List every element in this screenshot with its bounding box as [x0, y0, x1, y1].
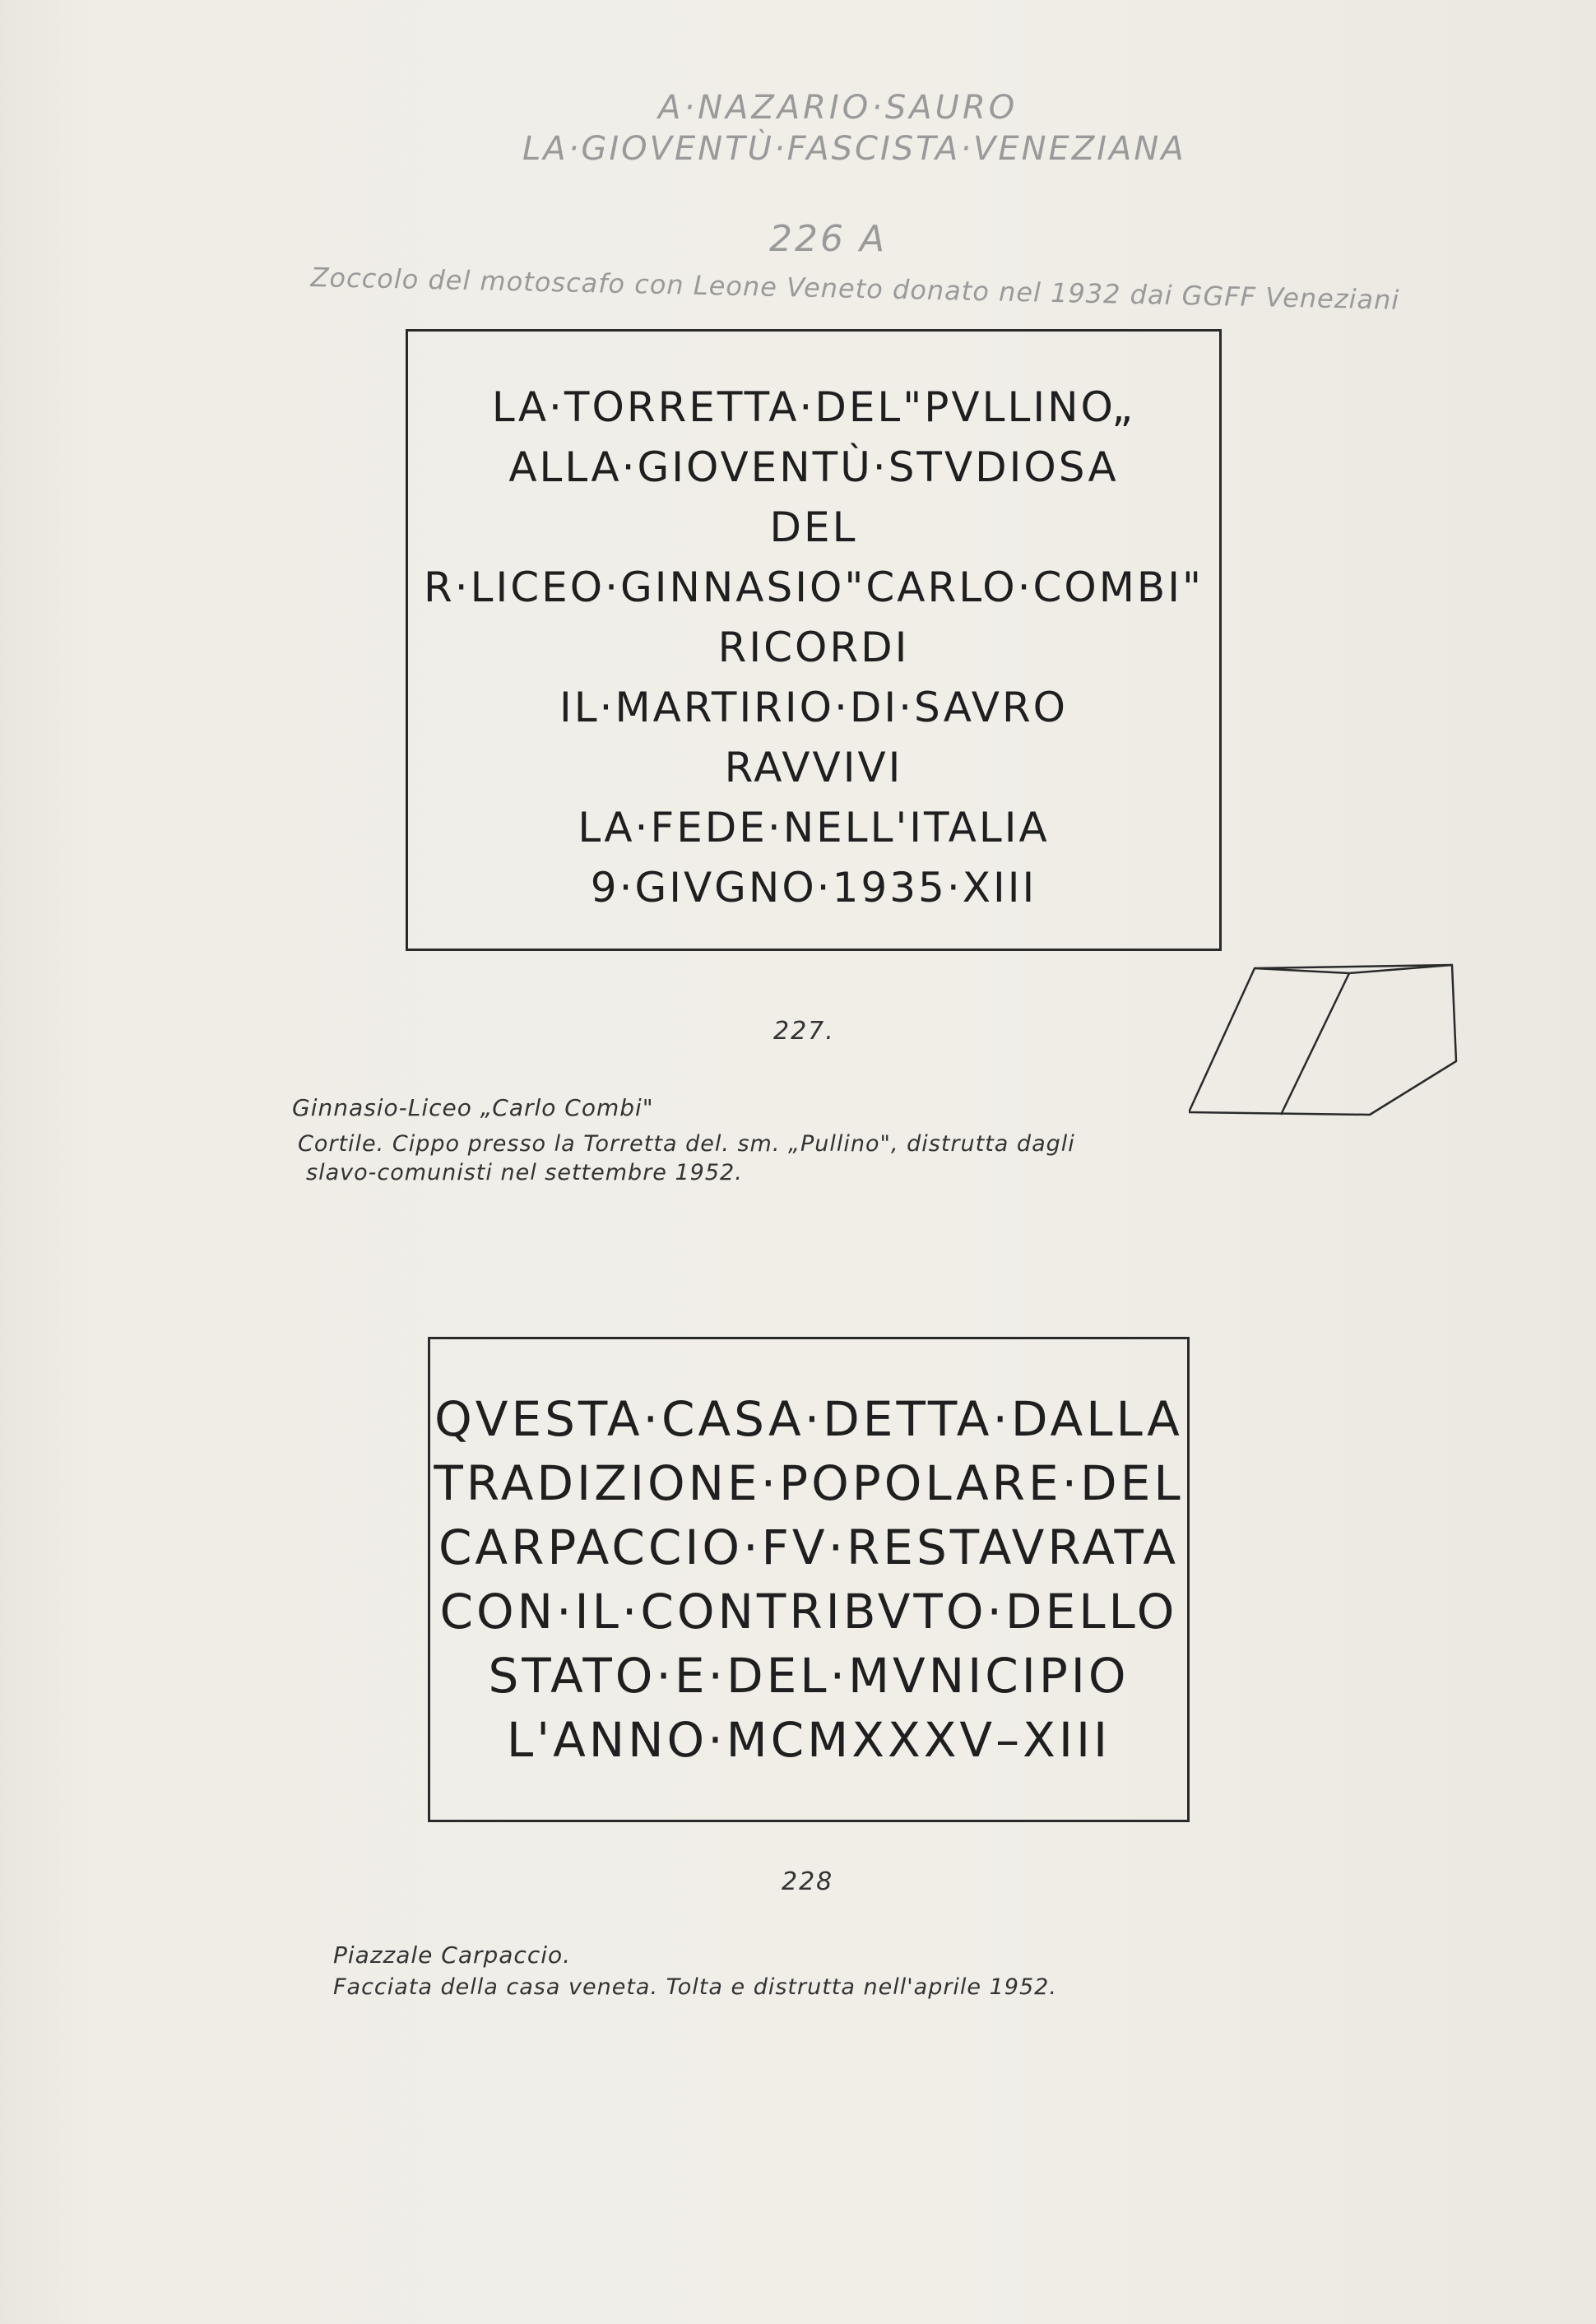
figure-number-227: 227. [773, 1017, 835, 1046]
inscription-line: RICORDI [717, 623, 910, 671]
inscription-line: DEL [769, 503, 858, 551]
pencil-header-line-2: LA·GIOVENTÙ·FASCISTA·VENEZIANA [522, 130, 1186, 168]
inscription-line: R·LICEO·GINNASIO"CARLO·COMBI" [424, 563, 1204, 611]
caption-228-line-1: Piazzale Carpaccio. [333, 1941, 572, 1969]
caption-227-line-3: slavo-comunisti nel settembre 1952. [306, 1160, 743, 1185]
caption-227-line-2: Cortile. Cippo presso la Torretta del. sm. „Pullino", distrutta dagli [298, 1131, 1075, 1157]
inscription-line: 9·GIVGNO·1935·XIII [590, 863, 1037, 912]
caption-228-line-2: Facciata della casa veneta. Tolta e distrutta nell'aprile 1952. [333, 1974, 1057, 2000]
inscription-line: ALLA·GIOVENTÙ·STVDIOSA [508, 443, 1119, 491]
inscription-line: TRADIZIONE·POPOLARE·DEL [434, 1455, 1184, 1511]
inscription-line: LA·TORRETTA·DEL"PVLLINO„ [491, 383, 1136, 431]
inscription-line: RAVVIVI [724, 743, 903, 791]
plaque-227-inscription [406, 329, 1222, 951]
inscription-line: L'ANNO·MCMXXXV–XIII [506, 1712, 1111, 1768]
caption-227-line-1: Ginnasio-Liceo „Carlo Combi" [292, 1094, 654, 1121]
pencil-entry-number: 226 A [769, 218, 888, 260]
inscription-line: CON·IL·CONTRIBVTO·DELLO [439, 1584, 1178, 1640]
inscription-line: QVESTA·CASA·DETTA·DALLA [434, 1391, 1183, 1447]
figure-number-228: 228 [782, 1867, 834, 1896]
inscription-line: STATO·E·DEL·MVNICIPIO [488, 1648, 1130, 1704]
pencil-note: Zoccolo del motoscafo con Leone Veneto donato nel 1932 dai GGFF Veneziani [310, 262, 1400, 316]
plaque-228-inscription [428, 1337, 1190, 1822]
inscription-line: CARPACCIO·FV·RESTAVRATA [438, 1519, 1180, 1575]
pencil-header-line-1: A·NAZARIO·SAURO [658, 89, 1018, 127]
inscription-line: LA·FEDE·NELL'ITALIA [578, 803, 1050, 851]
cippo-sketch-drawing [1189, 958, 1464, 1123]
inscription-line: IL·MARTIRIO·DI·SAVRO [559, 683, 1069, 731]
